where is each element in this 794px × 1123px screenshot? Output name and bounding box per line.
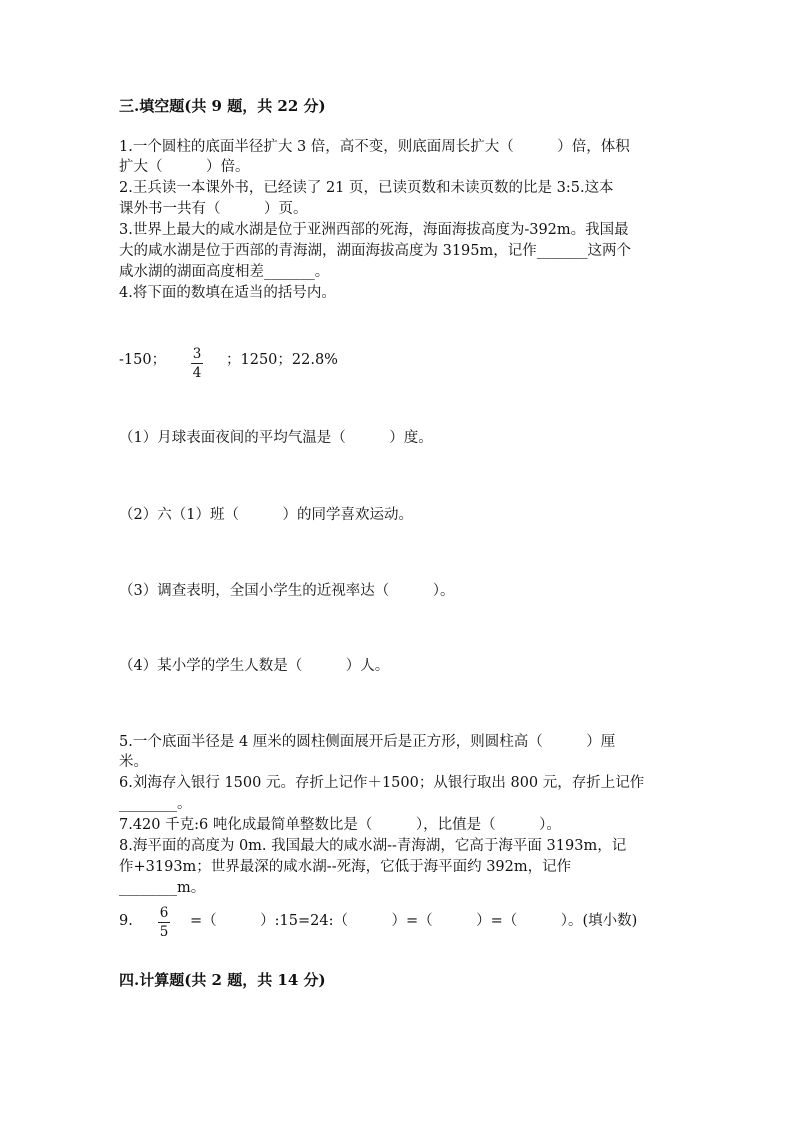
section-3-title: 三.填空题(共 9 题，共 22 分)	[119, 97, 326, 115]
question-4-sub-4: （4）某小学的学生人数是（ ）人。	[119, 658, 390, 674]
fraction-denominator: 4	[192, 365, 202, 381]
fraction-denominator: 5	[159, 924, 169, 940]
question-4-sub-1: （1）月球表面夜间的平均气温是（ ）度。	[119, 430, 433, 446]
fraction-bar	[191, 363, 203, 364]
question-4-sub-3: （3）调查表明，全国小学生的近视率达（ ）。	[119, 583, 455, 599]
question-1-line-1: 1.一个圆柱的底面半径扩大 3 倍，高不变，则底面周长扩大（ ）倍，体积	[119, 139, 630, 155]
question-5-line-1: 5.一个底面半径是 4 厘米的圆柱侧面展开后是正方形，则圆柱高（ ）厘	[119, 734, 616, 750]
question-6-line-1: 6.刘海存入银行 1500 元。存折上记作＋1500；从银行取出 800 元，存折上记作	[119, 775, 645, 791]
question-3-line-3: 咸水湖的湖面高度相差_______。	[119, 264, 330, 280]
fraction-numerator: 6	[159, 905, 169, 921]
question-6-line-2: ________。	[119, 796, 192, 812]
question-7-line-1: 7.420 千克:6 吨化成最简单整数比是（ ），比值是（ ）。	[119, 817, 561, 833]
question-8-line-1: 8.海平面的高度为 0m. 我国最大的咸水湖--青海湖，它高于海平面 3193m，记	[119, 838, 627, 854]
question-2-line-1: 2.王兵读一本课外书，已经读了 21 页，已读页数和未读页数的比是 3:5.这本	[119, 180, 614, 196]
numbers-prefix: -150；	[119, 352, 167, 368]
question-8-line-2: 作+3193m；世界最深的咸水湖--死海，它低于海平面约 392m，记作	[119, 859, 572, 875]
question-2-line-2: 课外书一共有（ ）页。	[119, 201, 308, 217]
question-3-line-1: 3.世界上最大的咸水湖是位于亚洲西部的死海，海面海拔高度为-392m。我国最	[119, 222, 629, 238]
question-4-stem: 4.将下面的数填在适当的括号内。	[119, 285, 336, 301]
fraction-numerator: 3	[192, 346, 202, 362]
question-9-number: 9.	[119, 913, 133, 929]
section-4-title: 四.计算题(共 2 题，共 14 分)	[119, 971, 326, 989]
question-1-line-2: 扩大（ ）倍。	[119, 159, 250, 175]
question-9-rest: =（ ）:15=24:（ ）=（ ）=（ ）。(填小数)	[190, 913, 638, 929]
fraction-six-fifths	[158, 906, 170, 939]
question-4-sub-2: （2）六（1）班（ ）的同学喜欢运动。	[119, 507, 413, 523]
question-3-line-2: 大的咸水湖是位于西部的青海湖，湖面海拔高度为 3195m，记作_______这两个	[119, 243, 632, 259]
question-5-line-2: 米。	[119, 754, 148, 770]
question-8-line-3: ________m。	[119, 880, 206, 896]
fraction-bar	[158, 922, 170, 923]
numbers-suffix: ；1250；22.8%	[226, 352, 338, 368]
fraction-three-quarters	[191, 347, 203, 380]
